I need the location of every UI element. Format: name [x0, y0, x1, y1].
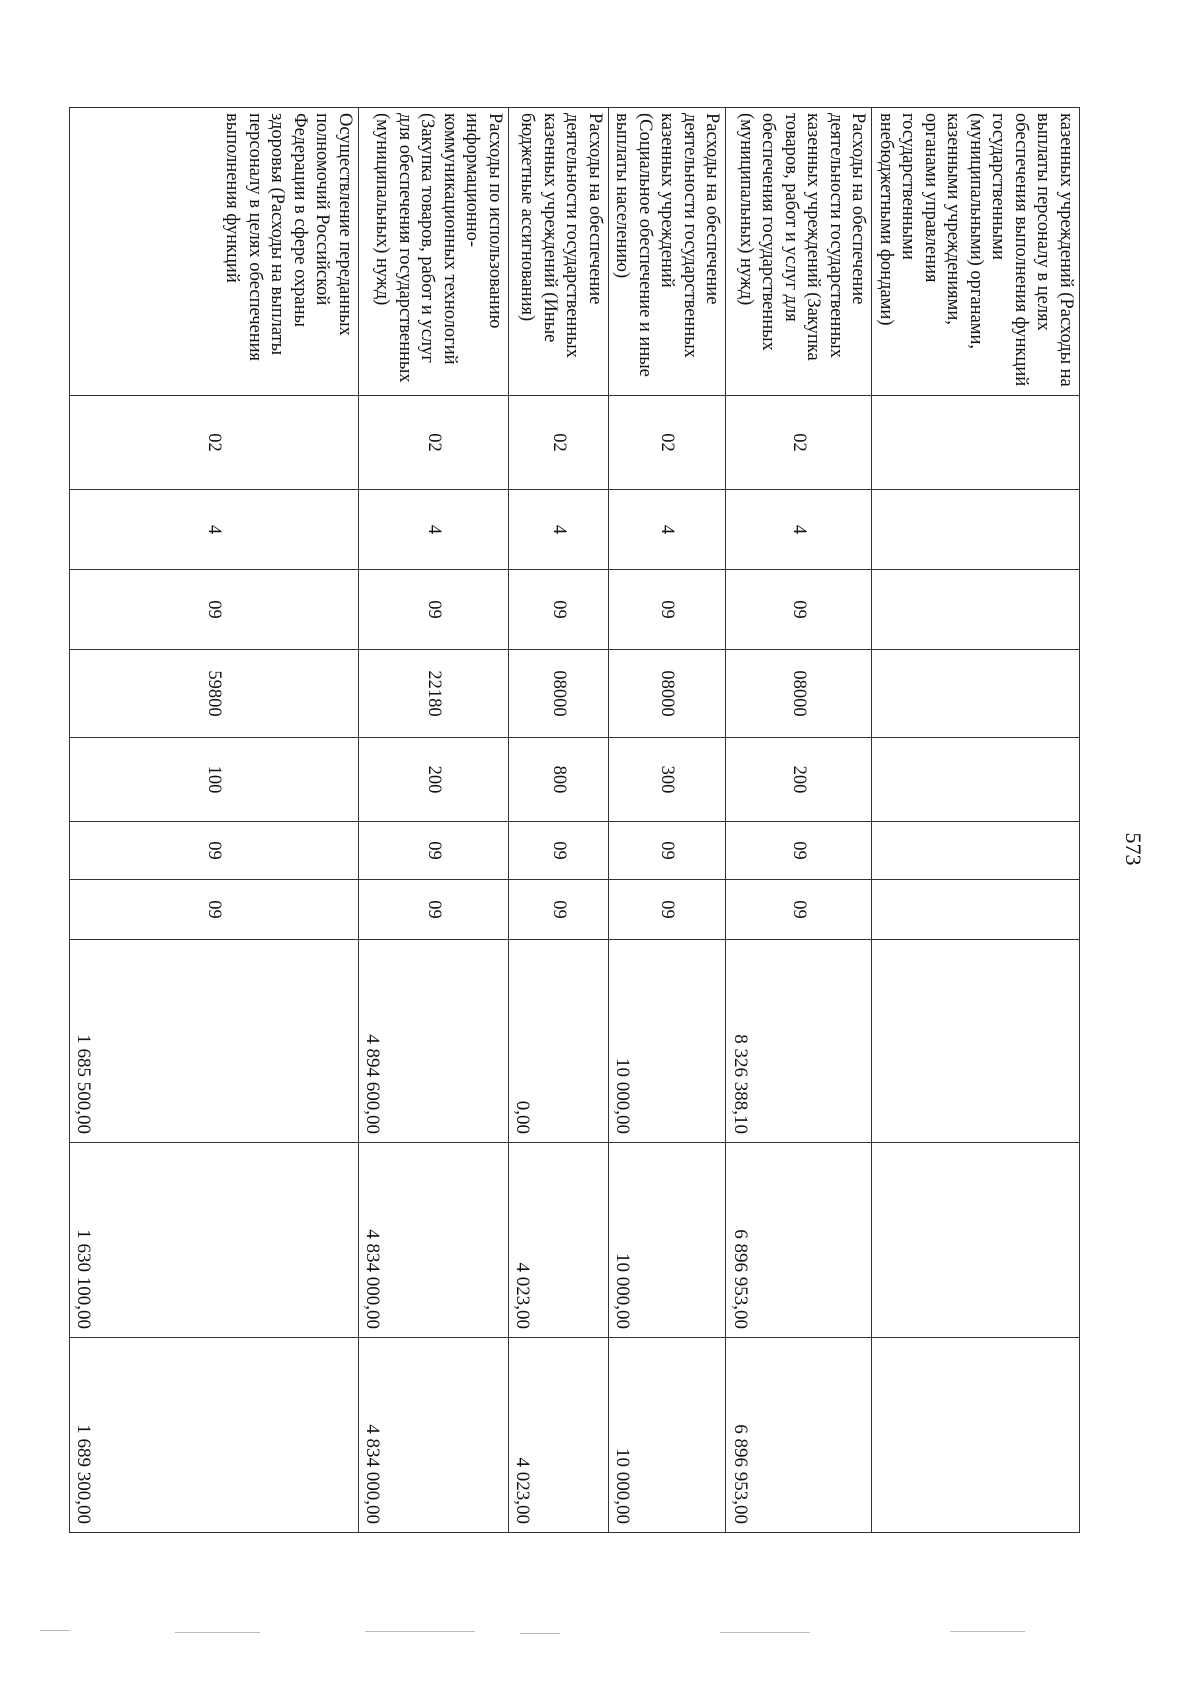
code-cell: 02	[726, 396, 872, 490]
code-cell: 100	[70, 738, 359, 822]
code-cell: 4	[726, 490, 872, 570]
budget-table-wrapper	[73, 107, 1080, 1532]
amount-cell	[872, 1338, 1080, 1533]
amount-cell: 4 023,00	[509, 1338, 609, 1533]
table-row	[70, 108, 359, 1533]
code-cell: 4	[509, 490, 609, 570]
code-cell: 09	[359, 880, 509, 940]
amount-cell: 10 000,00	[609, 1338, 727, 1533]
code-cell: 09	[726, 880, 872, 940]
table-row	[359, 108, 509, 1533]
code-cell: 09	[509, 570, 609, 650]
code-cell: 4	[70, 490, 359, 570]
code-cell: 4	[359, 490, 509, 570]
amount-cell	[872, 1143, 1080, 1338]
code-cell	[872, 822, 1080, 880]
code-cell: 02	[359, 396, 509, 490]
code-cell: 09	[359, 570, 509, 650]
code-cell: 200	[359, 738, 509, 822]
code-cell: 02	[509, 396, 609, 490]
scan-edge-marks	[0, 1620, 1200, 1650]
row-description: Расходы на обеспечение деятельности государственных казенных учреждений (Иные бюджетные ассигнования)	[509, 108, 609, 396]
code-cell: 02	[70, 396, 359, 490]
amount-cell: 4 834 000,00	[359, 1143, 509, 1338]
page-number: 573	[1121, 832, 1146, 866]
amount-cell: 1 689 300,00	[70, 1338, 359, 1533]
code-cell: 09	[509, 880, 609, 940]
amount-cell: 8 326 388,10	[726, 940, 872, 1143]
amount-cell: 1 630 100,00	[70, 1143, 359, 1338]
amount-cell: 4 834 000,00	[359, 1338, 509, 1533]
code-cell: 4	[609, 490, 727, 570]
code-cell	[872, 396, 1080, 490]
amount-cell: 0,00	[509, 940, 609, 1143]
code-cell: 09	[70, 822, 359, 880]
code-cell: 02	[609, 396, 727, 490]
code-cell: 800	[509, 738, 609, 822]
code-cell	[872, 570, 1080, 650]
code-cell: 09	[609, 822, 727, 880]
amount-cell	[872, 940, 1080, 1143]
row-description: Осуществление переданных полномочий Российской Федерации в сфере охраны здоровья (Расходы на выплаты персоналу в целях обеспечения выполнения функций	[70, 108, 359, 396]
budget-table	[69, 107, 1080, 1533]
code-cell: 300	[609, 738, 727, 822]
amount-cell: 4 023,00	[509, 1143, 609, 1338]
row-description: казенных учреждений (Расходы на выплаты персоналу в целях обеспечения выполнения функций государственными (муниципальными) органами, казенными учреждениями, органами управления государственными внебюджетными фондами)	[872, 108, 1080, 396]
code-cell: 09	[609, 570, 727, 650]
code-cell: 08000	[509, 650, 609, 738]
amount-cell: 10 000,00	[609, 940, 727, 1143]
code-cell: 09	[359, 822, 509, 880]
amount-cell: 1 685 500,00	[70, 940, 359, 1143]
table-row	[509, 108, 609, 1533]
code-cell: 22180	[359, 650, 509, 738]
amount-cell: 6 896 953,00	[726, 1143, 872, 1338]
amount-cell: 4 894 600,00	[359, 940, 509, 1143]
table-row	[609, 108, 727, 1533]
table-row	[872, 108, 1080, 1533]
code-cell: 200	[726, 738, 872, 822]
code-cell	[872, 650, 1080, 738]
amount-cell: 10 000,00	[609, 1143, 727, 1338]
code-cell	[872, 490, 1080, 570]
code-cell	[872, 738, 1080, 822]
code-cell: 09	[609, 880, 727, 940]
code-cell: 08000	[726, 650, 872, 738]
row-description: Расходы по использованию информационно-коммуникационных технологий (Закупка товаров, работ и услуг для обеспечения государственных (муниципальных) нужд)	[359, 108, 509, 396]
code-cell: 08000	[609, 650, 727, 738]
row-description: Расходы на обеспечение деятельности государственных казенных учреждений (Социальное обеспечение и иные выплаты населению)	[609, 108, 727, 396]
code-cell: 59800	[70, 650, 359, 738]
code-cell	[872, 880, 1080, 940]
code-cell: 09	[726, 570, 872, 650]
code-cell: 09	[70, 880, 359, 940]
amount-cell: 6 896 953,00	[726, 1338, 872, 1533]
row-description: Расходы на обеспечение деятельности государственных казенных учреждений (Закупка товаров, работ и услуг для обеспечения государственных (муниципальных) нужд)	[726, 108, 872, 396]
code-cell: 09	[509, 822, 609, 880]
table-row	[726, 108, 872, 1533]
code-cell: 09	[726, 822, 872, 880]
code-cell: 09	[70, 570, 359, 650]
